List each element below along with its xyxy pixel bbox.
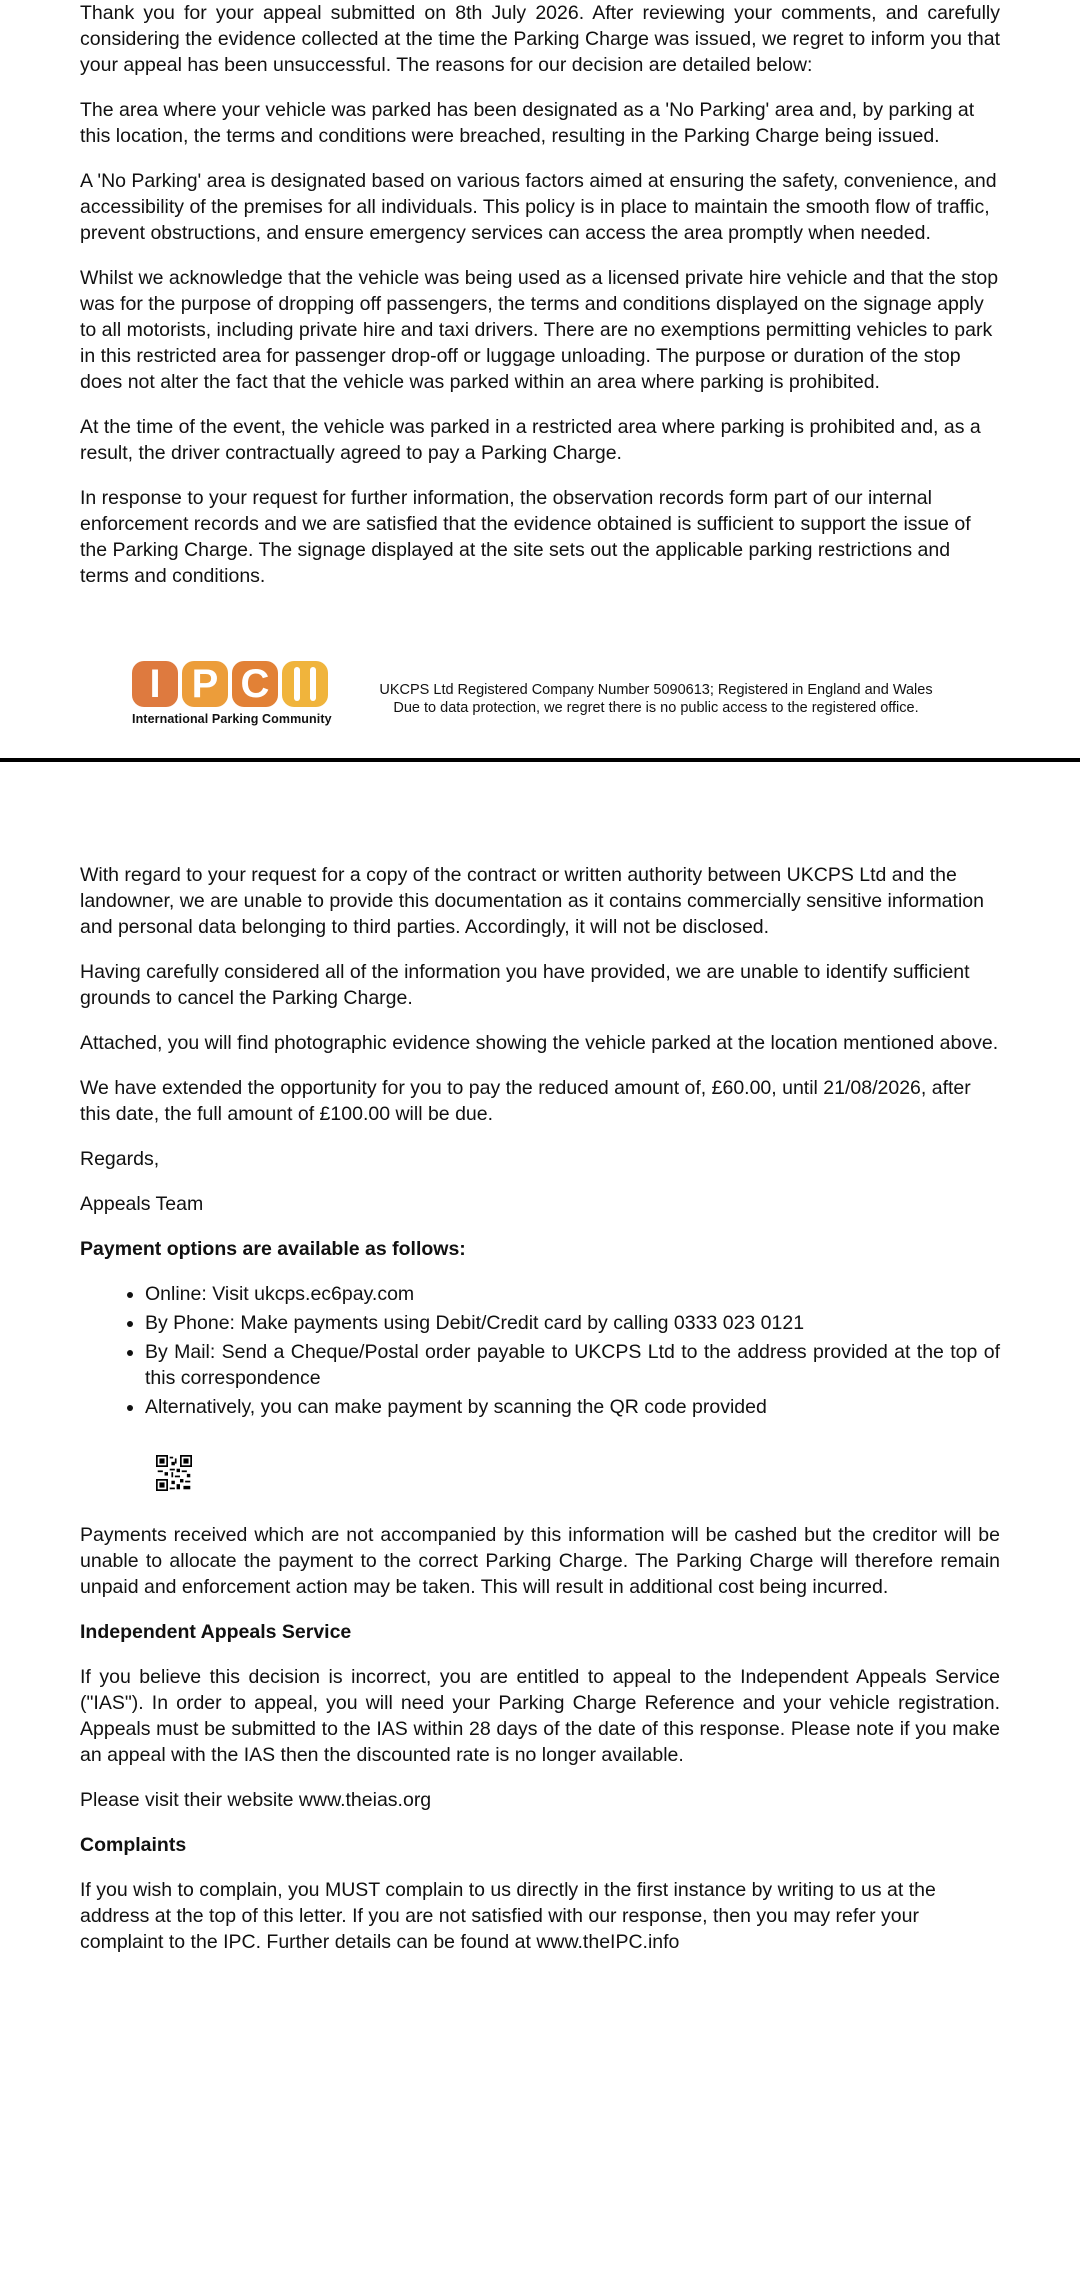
payment-option-phone: • By Phone: Make payments using Debit/Credit card by calling 0333 023 0121 [145,1310,1000,1336]
signoff-text: Appeals Team [80,1193,204,1215]
ipc-logo-caption: International Parking Community [132,712,332,726]
paragraph-designation-reasons: A 'No Parking' area is designated based on various factors aimed at ensuring the safety, convenience, and accessibility of the premises for all individuals. This policy is in place to maintain the smooth flow of traffic, prevent obstructions, and ensure emergency services can access the area promptly when needed. [80,170,997,244]
ipc-logo-letter: I [132,661,178,707]
ipc-logo-bars-icon [282,661,328,707]
qr-code-icon [156,1455,192,1491]
data-protection-line: Due to data protection, we regret there is no public access to the registered office. [393,700,919,716]
page-divider [0,758,1080,762]
payment-option-qr: • Alternatively, you can make payment by scanning the QR code provided [145,1394,1000,1420]
payment-option-online: • Online: Visit ukcps.ec6pay.com [145,1281,1000,1307]
regards-text: Regards, [80,1148,160,1170]
paragraph-reduced-amount: We have extended the opportunity for you to pay the reduced amount of, £60.00, until 21/08/2026, after this date, the full amount of £100.00 will be due. [80,1077,971,1125]
paragraph-private-hire: Whilst we acknowledge that the vehicle was being used as a licensed private hire vehicle and that the stop was for the purpose of dropping off passengers, the terms and conditions displayed on the signage apply to all motorists, including private hire and taxi drivers. There are no exemptions permitting vehicles to park in this restricted area for passenger drop-off or luggage unloading. The purpose or duration of the stop does not alter the fact that the vehicle was parked within an area where parking is prohibited. [80,267,999,393]
ipc-logo-letter: C [232,661,278,707]
ipc-logo [132,661,342,731]
paragraph-ias-website: Please visit their website www.theias.org [80,1789,432,1811]
paragraph-restricted-area: At the time of the event, the vehicle was parked in a restricted area where parking is prohibited and, as a result, the driver contractually agreed to pay a Parking Charge. [80,416,981,464]
payment-option-mail: • By Mail: Send a Cheque/Postal order payable to UKCPS Ltd to the address provided at the top of this correspondence [145,1339,1000,1391]
page-footer [0,655,1080,735]
registration-line: UKCPS Ltd Registered Company Number 5090613; Registered in England and Wales [379,682,933,698]
letter-page-top [80,0,1000,608]
complaints-heading: Complaints [80,1834,187,1856]
paragraph-unallocated-payments: Payments received which are not accompanied by this information will be cashed but the creditor will be unable to allocate the payment to the correct Parking Charge. The Parking Charge will therefore remain unpaid and enforcement action may be taken. This will result in additional cost being incurred. [80,1524,1000,1598]
paragraph-insufficient-grounds: Having carefully considered all of the information you have provided, we are unable to identify sufficient grounds to cancel the Parking Charge. [80,961,970,1009]
paragraph-photographic-evidence: Attached, you will find photographic evidence showing the vehicle parked at the location mentioned above. [80,1032,999,1054]
ias-heading: Independent Appeals Service [80,1621,352,1643]
paragraph-ias-appeal: If you believe this decision is incorrect, you are entitled to appeal to the Independent Appeals Service ("IAS"). In order to appeal, you will need your Parking Charge Reference and your vehicle registration. Appeals must be submitted to the IAS within 28 days of the date of this response. Please note if you make an appeal with the IAS then the discounted rate is no longer available. [80,1666,1000,1766]
paragraph-appeal-result: Thank you for your appeal submitted on 8th July 2026. After reviewing your comments, and carefully considering the evidence collected at the time the Parking Charge was issued, we regret to inform you that your appeal has been unsuccessful. The reasons for our decision are detailed below: [80,2,1000,76]
paragraph-observation-records: In response to your request for further information, the observation records form part of our internal enforcement records and we are satisfied that the evidence obtained is sufficient to support the issue of the Parking Charge. The signage displayed at the site sets out the applicable parking restrictions and terms and conditions. [80,487,971,587]
ipc-logo-letter: P [182,661,228,707]
payment-options-heading: Payment options are available as follows: [80,1238,466,1260]
payment-options-list [80,1281,1000,1420]
paragraph-complaints: If you wish to complain, you MUST complain to us directly in the first instance by writing to us at the address at the top of this letter. If you are not satisfied with our response, then you may refer your complaint to the IPC. Further details can be found at www.theIPC.info [80,1879,936,1953]
letter-page-bottom [80,862,1000,1974]
paragraph-contract-request: With regard to your request for a copy of the contract or written authority between UKCPS Ltd and the landowner, we are unable to provide this documentation as it contains commercially sensitive information and personal data belonging to third parties. Accordingly, it will not be disclosed. [80,864,984,938]
company-registration [376,681,936,717]
paragraph-no-parking-area: The area where your vehicle was parked has been designated as a 'No Parking' area and, by parking at this location, the terms and conditions were breached, resulting in the Parking Charge being issued. [80,99,975,147]
